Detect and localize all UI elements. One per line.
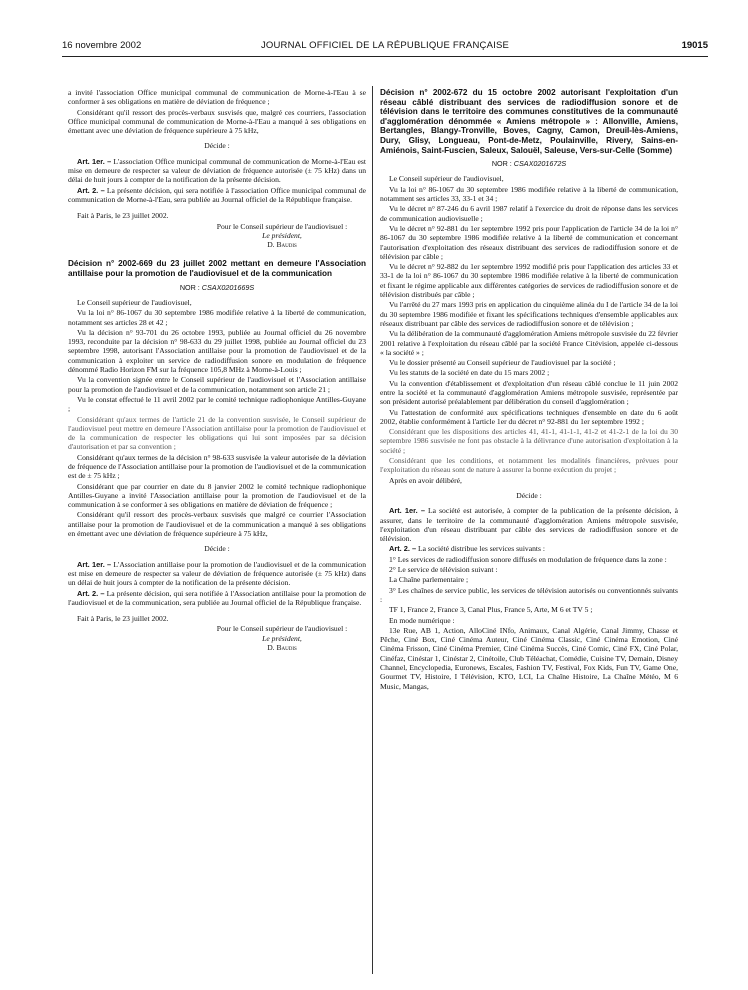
paragraph: 3° Les chaînes de service public, les services de télévision autorisés ou conventionnés suivants : [380, 585, 678, 604]
paragraph: La Chaîne parlementaire ; [389, 575, 469, 585]
decide-heading: Décide : [204, 544, 230, 554]
signature-block [68, 222, 366, 250]
article-label: Art. 2. – [389, 544, 417, 554]
left-column [68, 88, 366, 652]
signature-name: D. Baudis [267, 643, 297, 653]
paragraph: 1° Les services de radiodiffusion sonore diffusés en modulation de fréquence dans la zone : [389, 554, 667, 564]
signature-line: Pour le Conseil supérieur de l'audiovisuel : [216, 221, 348, 231]
paragraph: Vu le dossier présenté au Conseil supérieur de l'audiovisuel par la société ; [389, 358, 616, 368]
article-label: Art. 1er. – [77, 559, 112, 569]
article-label: Art. 2. – [77, 185, 105, 195]
article-text: La société distribue les services suivants : [418, 544, 545, 554]
article-text: L'Association antillaise pour la promotion de l'audiovisuel et de la communication est mise en demeure de respecter sa valeur de déviation de fréquence autorisée (± 75 kHz) dans un délai de huit jours à compter de la notification de la présente décision. [68, 559, 366, 588]
header-rule [62, 56, 708, 57]
decision-title: Décision n° 2002-669 du 23 juillet 2002 mettant en demeure l'Association antillaise pour la promotion de l'audiovisuel et de la communication [68, 259, 366, 279]
fait-a-paris: Fait à Paris, le 23 juillet 2002. [77, 614, 169, 624]
paragraph: Considérant qu'il ressort des procès-verbaux susvisés que malgré ce courrier l'Association antillaise pour la promotion de l'audiovisuel et de la communication a manqué à ses obligations en émettant avec une déviation de fréquence supérieure à 75 kHz, [68, 510, 366, 539]
signature-title: Le président, [262, 633, 302, 643]
article-text: La présente décision, qui sera notifiée à l'association Office municipal communal de communication de Morne-à-l'Eau, sera publiée au Journal officiel de la République française. [68, 185, 366, 204]
article-1 [68, 560, 366, 588]
paragraph: Vu le constat effectué le 11 avril 2002 par le comité technique radiophonique Antilles-Guyane ; [68, 394, 366, 414]
article-1 [68, 157, 366, 185]
paragraph: Le Conseil supérieur de l'audiovisuel, [77, 297, 192, 307]
nor-code: CSAX0201669S [201, 282, 255, 292]
column-divider [372, 86, 373, 974]
nor-label: NOR : [179, 282, 200, 292]
nor-reference [68, 283, 366, 292]
nor-code: CSAX0201672S [513, 159, 567, 169]
paragraph: Vu la délibération de la communauté d'agglomération Amiens métropole susvisée du 22 février 2001 relative à l'exploitation du réseau câblé par la société France Citévision, appelée ci-dessous « la société » ; [380, 329, 678, 357]
article-text: La présente décision, qui sera notifiée à l'Association antillaise pour la promotion de l'audiovisuel et de la communication, sera publiée au Journal officiel de la République française. [68, 588, 366, 607]
article-2 [68, 589, 366, 608]
paragraph: Considérant qu'il ressort des procès-verbaux susvisés que, malgré ces courriers, l'association Office municipal communal de communication de Morne-à-l'Eau a manqué à ses obligations en émettant avec une déviation de fréquence supérieure à 75 kHz, [68, 107, 366, 136]
signature-name: D. Baudis [267, 240, 297, 250]
paragraph: En mode numérique : [389, 615, 455, 625]
article-1 [380, 506, 678, 543]
right-column [380, 88, 678, 692]
paragraph: Vu le décret n° 92-881 du 1er septembre 1992 pris pour l'application de l'article 34 de la loi n° 86-1067 du 30 septembre 1986 modifiée relative à la liberté de communication et concernant l'autorisation d'exploitation des réseaux distribuant des services de radiodiffusion sonore et de télévision par câble ; [380, 223, 678, 261]
paragraph: Considérant que les dispositions des articles 41, 41-1, 41-1-1, 41-2 et 41-2-1 de la loi du 30 septembre 1986 susvisée ne font pas obstacle à la délivrance d'une autorisation d'exploitation à la société ; [380, 427, 678, 455]
paragraph: Le Conseil supérieur de l'audiovisuel, [389, 174, 504, 184]
paragraph: TF 1, France 2, France 3, Canal Plus, France 5, Arte, M 6 et TV 5 ; [389, 605, 593, 615]
page-header [62, 40, 708, 54]
article-text: L'association Office municipal communal de communication de Morne-à-l'Eau est mise en demeure de respecter sa valeur de déviation de fréquence autorisée (± 75 kHz) dans un délai de huit jours à compter de la notification de la présente décision. [68, 156, 366, 185]
signature-line: Pour le Conseil supérieur de l'audiovisuel : [216, 624, 348, 634]
paragraph: a invité l'association Office municipal communal de communication de Morne-à-l'Eau à se conformer à ses obligations en matière de déviation de fréquence ; [68, 88, 366, 107]
paragraph: Vu le décret n° 92-882 du 1er septembre 1992 modifié pris pour l'application des articles 33 et 33-1 de la loi n° 86-1067 du 30 septembre 1986 modifiée relative à la liberté de communication et fixant le régime applicable aux différentes catégories de services de radiodiffusion sonore et de télévision distribués par câble ; [380, 262, 678, 300]
article-text: La société est autorisée, à compter de la publication de la présente décision, à assurer, dans le territoire de la communauté d'agglomération Amiens métropole susvisée, l'exploitation d'un réseau distribuant par câble des services de radiodiffusion sonore et de télévision. [380, 506, 678, 544]
paragraph: Vu la loi n° 86-1067 du 30 septembre 1986 modifiée relative à la liberté de communication, notamment ses articles 33, 33-1 et 34 ; [380, 184, 678, 204]
paragraph: Après en avoir délibéré, [389, 475, 462, 485]
article-label: Art. 2. – [77, 588, 105, 598]
paragraph: 13e Rue, AB 1, Action, AlloCiné INfo, Animaux, Canal Algérie, Canal Jimmy, Chasse et Pêche, Ciné Box, Ciné Cinéma Auteur, Ciné Cinéma Classic, Ciné Cinéma Emotion, Ciné Cinéma Frisson, Ciné Cinéma Premier, Ciné Cinéma Succès, Ciné Comic, Ciné FX, Ciné Polar, Cinéfaz, Cinéstar 1, Cinéstar 2, Cinétoile, Club Téléachat, Comédie, Cuisine TV, Demain, Disney Channel, Encyclopedia, Euronews, Escales, Fashion TV, Festival, Fox Kids, Fun TV, Game One, Gourmet TV, Histoire, I Télévision, KTO, LCI, La Chaîne Histoire, La Chaîne Météo, M 6 Music, Mangas, [380, 625, 678, 691]
decide-heading: Décide : [516, 490, 542, 500]
paragraph: Considérant que les conditions, et notamment les modalités financières, prévues pour l'exploitation du réseau sont de nature à assurer la bonne exécution du projet ; [380, 456, 678, 475]
paragraph: Considérant qu'aux termes de la décision n° 98-633 susvisée la valeur autorisée de la déviation de fréquence de l'Association antillaise pour la promotion de l'audiovisuel et de la communication est de ± 75 kHz ; [68, 452, 366, 481]
paragraph: 2° Le service de télévision suivant : [389, 565, 498, 575]
paragraph: Vu la décision n° 93-701 du 26 octobre 1993, publiée au Journal officiel du 26 novembre 1993, reconduite par la décision n° 98-633 du 29 juillet 1998, publiée au Journal officiel du 23 septembre 1998, autorisant l'Association antillaise pour la promotion de l'audiovisuel et de la communication à exploiter un service de radiodiffusion sonore en modulation de fréquence dénommé Radio Horizon FM sur la fréquence 105,8 MHz à Morne-à-Louis ; [68, 327, 366, 375]
article-2 [380, 544, 678, 553]
article-2 [68, 186, 366, 205]
paragraph: Considérant qu'aux termes de l'article 21 de la convention susvisée, le Conseil supérieur de l'audiovisuel peut mettre en demeure l'Association antillaise pour la promotion de l'audiovisuel et de la communication de respecter les obligations qui lui sont imposées par sa décision d'autorisation et par sa convention ; [68, 414, 366, 452]
article-label: Art. 1er. – [389, 506, 425, 516]
decide-heading: Décide : [204, 141, 230, 151]
decision-title: Décision n° 2002-672 du 15 octobre 2002 autorisant l'exploitation d'un réseau câblé distribuant des services de radiodiffusion sonore et de télévision dans le territoire des communes constitutives de la communauté d'agglomération dénommée « Amiens métropole » : Allonville, Amiens, Bertangles, Blangy-Tronville, Boves, Cagny, Camon, Dreuil-lès-Amiens, Dury, Glisy, Longueau, Pont-de-Metz, Poulainville, Rivery, Sains-en-Amiénois, Saint-Fuscien, Saleux, Salouël, Saleuse, Vers-sur-Celle (Somme) [380, 88, 678, 155]
header-journal-title: JOURNAL OFFICIEL DE LA RÉPUBLIQUE FRANÇAISE [260, 40, 510, 51]
paragraph: Vu les statuts de la société en date du 15 mars 2002 ; [389, 368, 550, 378]
signature-title: Le président, [262, 230, 302, 240]
nor-reference [380, 159, 678, 168]
paragraph: Vu la convention signée entre le Conseil supérieur de l'audiovisuel et l'Association antillaise pour la promotion de l'audiovisuel et de la communication, notamment son article 21 ; [68, 375, 366, 394]
article-label: Art. 1er. – [77, 156, 112, 166]
nor-label: NOR : [491, 159, 512, 169]
paragraph: Vu la loi n° 86-1067 du 30 septembre 1986 modifiée relative à la liberté de communication, notamment ses articles 28 et 42 ; [68, 308, 366, 327]
paragraph: Vu l'arrêté du 27 mars 1993 pris en application du cinquième alinéa du I de l'article 34 de la loi du 30 septembre 1986 modifiée et fixant les spécifications techniques d'ensemble applicables aux réseaux distribuant par câble des services de radiodiffusion sonore et de télévision ; [380, 300, 678, 328]
paragraph: Vu le décret n° 87-246 du 6 avril 1987 relatif à l'exercice du droit de réponse dans les services de communication audiovisuelle ; [380, 204, 678, 223]
paragraph: Vu la convention d'établissement et d'exploitation d'un réseau câblé conclue le 11 juin 2002 entre la société et la communauté d'agglomération Amiens métropole susvisée, représentée par son président autorisé préalablement par délibération du conseil d'agglomération ; [380, 378, 678, 407]
paragraph: Considérant que par courrier en date du 8 janvier 2002 le comité technique radiophonique Antilles-Guyane a invité l'Association antillaise pour la promotion de l'audiovisuel et de la communication à se conformer à ses obligations en matière de déviation de fréquence ; [68, 481, 366, 510]
fait-a-paris: Fait à Paris, le 23 juillet 2002. [77, 211, 169, 221]
paragraph: Vu l'attestation de conformité aux spécifications techniques d'ensemble en date du 6 août 2002, établie conformément à l'article 1er du décret n° 92-881 du 1er septembre 1992 ; [380, 407, 678, 426]
signature-block [68, 624, 366, 652]
header-date: 16 novembre 2002 [62, 40, 142, 51]
header-page-number: 19015 [681, 40, 708, 51]
